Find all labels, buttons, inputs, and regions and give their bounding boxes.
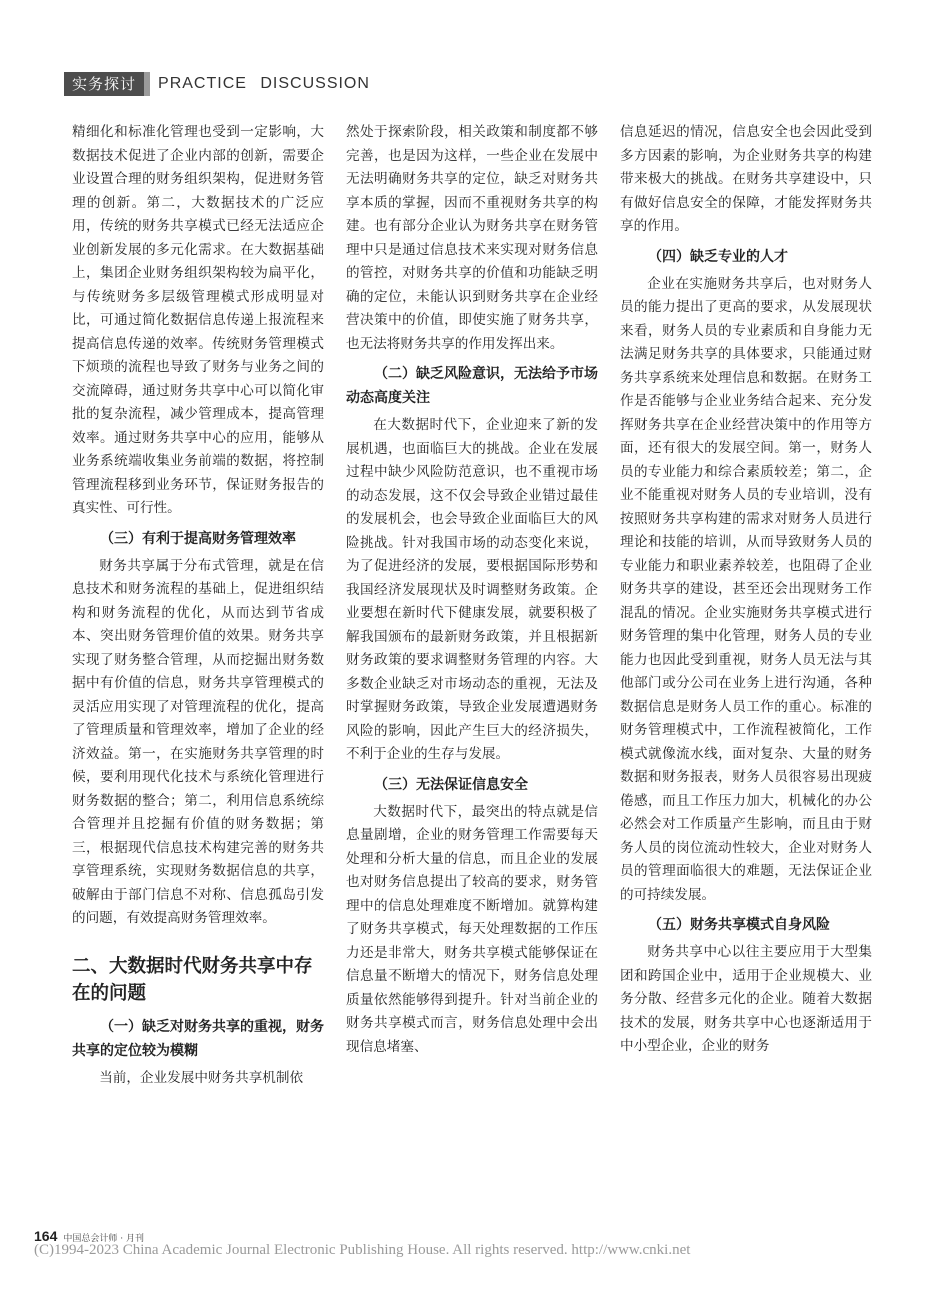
section-heading: 二、大数据时代财务共享中存在的问题: [72, 955, 313, 1004]
column-2: [346, 121, 598, 1059]
copyright-watermark: (C)1994-2023 China Academic Journal Electronic Publishing House. All rights reserved. http://www.cnki.net: [34, 1242, 691, 1258]
paragraph: 当前，企业发展中财务共享机制依: [99, 1069, 304, 1086]
subsection-heading: （五）财务共享模式自身风险: [648, 917, 830, 933]
paragraph: 财务共享属于分布式管理，就是在信息技术和财务流程的基础上，促进组织结构和财务流程的优化，从而达到节省成本、突出财务管理价值的效果。财务共享实现了财务整合管理，从而挖掘出财务数据中有价值的信息，财务共享管理模式的灵活应用实现了对管理流程的优化，提高了管理质量和管理效率，增加了企业的经济效益。第一，在实施财务共享管理的时候，要利用现代化技术与系统化管理进行财务数据的整合；第二，利用信息系统综合管理并且挖掘有价值的财务数据；第三，根据现代信息技术构建完善的财务共享管理系统，实现财务数据信息的共享，破解由于部门信息不对称、信息孤岛引发的问题，有效提高财务管理效率。: [72, 557, 324, 926]
paragraph: 在大数据时代下，企业迎来了新的发展机遇，也面临巨大的挑战。企业在发展过程中缺少风险防范意识，也不重视市场的动态发展，这不仅会导致企业错过最佳的发展机会，也会导致企业面临巨大的风险挑战。针对我国市场的动态变化来说，为了促进经济的发展，要根据国际形势和我国经济发展现状及时调整财务政策。企业要想在新时代下健康发展，就要积极了解我国颁布的最新财务政策，并且根据新财务政策的要求调整财务管理的内容。大多数企业缺乏对市场动态的重视，无法及时掌握财务政策，导致企业发展遭遇财务风险的影响，因此产生巨大的经济损失，不利于企业的生存与发展。: [346, 417, 598, 762]
subsection-heading: （二）缺乏风险意识，无法给予市场动态高度关注: [346, 366, 598, 406]
paragraph: 信息延迟的情况，信息安全也会因此受到多方因素的影响，为企业财务共享的构建带来极大的挑战。在财务共享建设中，只有做好信息安全的保障，才能发挥财务共享的作用。: [620, 124, 872, 234]
subsection-heading: （一）缺乏对财务共享的重视，财务共享的定位较为模糊: [72, 1018, 324, 1059]
paragraph: 大数据时代下，最突出的特点就是信息量剧增，企业的财务管理工作需要每天处理和分析大量的信息，而且企业的发展也对财务信息提出了较高的要求，财务管理中的信息处理难度不断增加。就算构建了财务共享模式，每天处理数据的工作压力还是非常大，财务共享模式能够保证在信息量不断增大的情况下，财务信息处理质量依然能够得到提升。针对当前企业的财务共享模式而言，财务信息处理中会出现信息堵塞、: [346, 803, 598, 1055]
column-3: [620, 121, 872, 1059]
subsection-heading: （三）无法保证信息安全: [374, 776, 528, 793]
subsection-heading: （四）缺乏专业的人才: [648, 248, 788, 265]
paragraph: 精细化和标准化管理也受到一定影响，大数据技术促进了企业内部的创新，需要企业设置合理的财务组织架构，促进财务管理的创新。第二，大数据技术的广泛应用，传统的财务共享模式已经无法适应企业创新发展的多元化需求。在大数据基础上，集团企业财务组织架构较为扁平化，与传统财务多层级管理模式形成明显对比，可通过简化数据信息传递上报流程来提高信息传递的效率。传统财务管理模式下烦琐的流程也导致了财务与业务之间的交流障碍，通过财务共享中心可以简化审批的复杂流程，减少管理成本，提高管理效率。通过财务共享中心的应用，能够从业务系统端收集业务前端的数据，将控制管理流程移到业务环节，保证财务报告的真实性、可行性。: [72, 124, 324, 516]
journal-name: 中国总会计师 · 月刊: [63, 1234, 144, 1244]
paragraph: 财务共享中心以往主要应用于大型集团和跨国企业中，适用于企业规模大、业务分散、经营多元化的企业。随着大数据技术的发展，财务共享中心也逐渐适用于中小型企业，企业的财务: [620, 944, 872, 1054]
subsection-heading: （三）有利于提高财务管理效率: [100, 530, 296, 547]
section-header: [64, 72, 370, 96]
page-number: 164: [34, 1228, 58, 1244]
paragraph: 然处于探索阶段，相关政策和制度都不够完善，也是因为这样，一些企业在发展中无法明确财务共享的定位，缺乏对财务共享本质的掌握，因而不重视财务共享的构建。也有部分企业认为财务共享在财务管理中只是通过信息技术来实现对财务信息的管控，对财务共享的价值和功能缺乏明确的定位，未能认识到财务共享在企业经营决策中的价值，即使实施了财务共享，也无法将财务共享的作用发挥出来。: [346, 124, 598, 352]
header-separator: [144, 72, 150, 96]
paragraph: 企业在实施财务共享后，也对财务人员的能力提出了更高的要求，从发展现状来看，财务人员的专业素质和自身能力无法满足财务共享的具体要求，只能通过财务共享系统来处理信息和数据。在财务工作是否能够与企业业务结合起来、充分发挥财务共享在企业经营决策中的作用等方面，还有很大的发展空间。第一，财务人员的专业能力和综合素质较差；第二，企业不能重视对财务人员的专业培训，没有按照财务共享构建的需求对财务人员进行理论和技能的培训，从而导致财务人员的专业能力和职业素养较差，也阻碍了企业财务共享的建设，甚至还会出现财务工作混乱的情况。企业实施财务共享模式进行财务管理的集中化管理，财务人员的专业能力也因此受到重视，财务人员无法与其他部门或分公司在业务上进行沟通，各种数据信息是财务人员工作的重心。标准的财务管理模式中，工作流程被简化，工作模式就像流水线，面对复杂、大量的财务数据和财务报表，财务人员很容易出现疲倦感，而且工作压力加大，机械化的办公必然会对工作质量产生影响，而且由于财务人员的岗位流动性较大，企业对财务人员的管理面临很大的难题，无法保证企业的可持续发展。: [620, 275, 872, 903]
column-1: [72, 121, 324, 1090]
section-title-en: PRACTICE DISCUSSION: [158, 75, 370, 92]
section-tag: 实务探讨: [64, 72, 144, 96]
